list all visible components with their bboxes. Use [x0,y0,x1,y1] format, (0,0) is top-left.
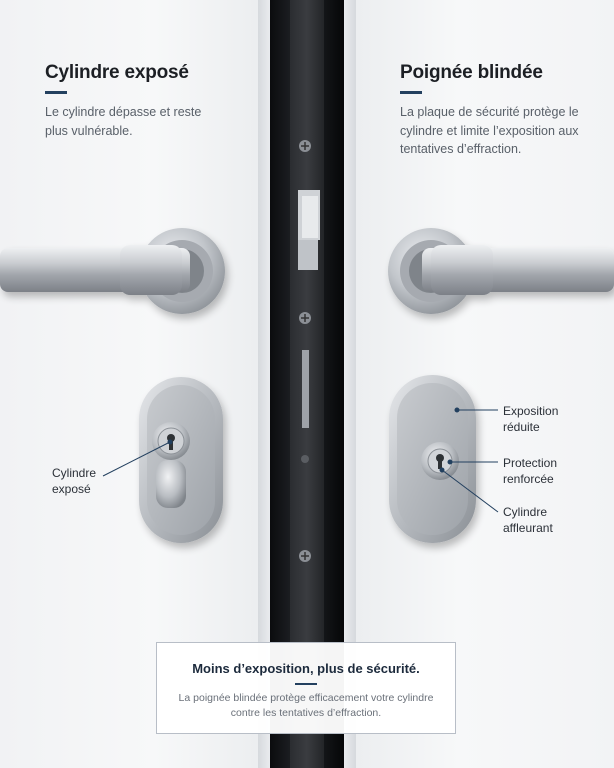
summary-accent-bar [295,683,317,685]
summary-description: La poignée blindée protège efficacement votre cylindre contre les tentatives d’effraction. [178,692,434,719]
left-title: Cylindre exposé [45,62,189,83]
exposed-cylinder-plate [139,377,223,543]
right-handle [388,228,614,314]
callout-reduced-exposure: Exposition réduite [503,404,559,434]
strike-details [298,140,320,562]
right-accent-bar [400,91,422,94]
right-description: La plaque de sécurité protège le cylindre et limite l’exposition aux tentatives d’effraction. [400,105,579,156]
callout-reinforced-protection: Protection renforcée [503,456,558,486]
left-description: Le cylindre dépasse et reste plus vulnérable. [45,105,202,138]
callout-exposed-cylinder: Cylindre exposé [52,466,97,496]
right-title: Poignée blindée [400,62,543,83]
armored-plate [389,375,476,543]
summary-title: Moins d’exposition, plus de sécurité. [192,661,420,676]
left-accent-bar [45,91,67,94]
callout-flush-cylinder: Cylindre affleurant [503,505,553,535]
summary-box [156,642,456,734]
left-handle [0,228,225,314]
